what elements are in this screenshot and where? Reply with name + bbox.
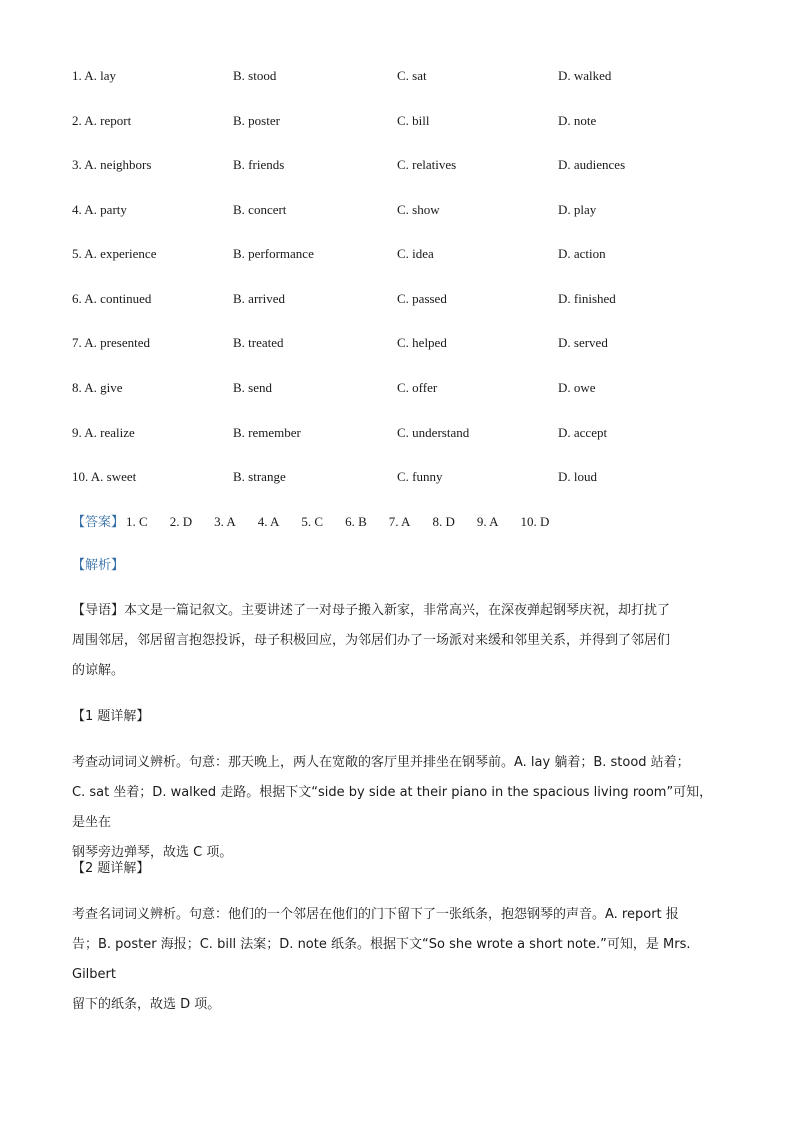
q2-line: 考查名词词义辨析。句意：他们的一个邻居在他们的门下留下了一张纸条，抱怨钢琴的声音。A. report 报 <box>72 907 679 922</box>
option-c: C. passed <box>397 291 447 306</box>
question-options-row <box>72 200 722 220</box>
option-c: C. funny <box>397 469 443 484</box>
q2-section-header: 【2 题详解】 <box>72 861 150 876</box>
question-options-row <box>72 244 722 264</box>
intro-line: 周围邻居，邻居留言抱怨投诉，母子积极回应，为邻居们办了一场派对来缓和邻里关系，并得到了邻居们 <box>72 633 671 648</box>
answer-item: 8. D <box>432 514 455 529</box>
option-a: 9. A. realize <box>72 425 135 440</box>
intro-paragraph <box>72 596 722 686</box>
intro-line: 【导语】本文是一篇记叙文。主要讲述了一对母子搬入新家，非常高兴，在深夜弹起钢琴庆祝，却打扰了 <box>72 603 671 618</box>
q1-line: C. sat 坐着；D. walked 走路。根据下文“side by side at their piano in the spacious living room”可知，是坐在 <box>72 785 713 830</box>
option-a: 2. A. report <box>72 113 132 128</box>
option-a: 10. A. sweet <box>72 469 137 484</box>
option-c: C. show <box>397 202 440 217</box>
option-b: B. strange <box>233 469 286 484</box>
option-b: B. poster <box>233 113 280 128</box>
option-b: B. treated <box>233 335 284 350</box>
option-a: 1. A. lay <box>72 68 117 83</box>
option-d: D. loud <box>558 469 597 484</box>
option-a: 5. A. experience <box>72 246 157 261</box>
option-b: B. performance <box>233 246 314 261</box>
option-a: 3. A. neighbors <box>72 157 152 172</box>
answer-item: 9. A <box>476 514 499 529</box>
option-b: B. send <box>233 380 272 395</box>
option-b: B. stood <box>233 68 277 83</box>
option-c: C. helped <box>397 335 447 350</box>
answer-item: 10. D <box>520 514 550 529</box>
option-d: D. accept <box>558 425 608 440</box>
q2-explanation <box>72 900 722 1020</box>
option-b: B. friends <box>233 157 285 172</box>
option-d: D. action <box>558 246 606 261</box>
q1-section-header: 【1 题详解】 <box>72 709 150 724</box>
q2-line: 留下的纸条，故选 D 项。 <box>72 997 221 1012</box>
option-c: C. relatives <box>397 157 457 172</box>
question-options-row <box>72 423 722 443</box>
option-d: D. walked <box>558 68 612 83</box>
answer-item: 7. A <box>388 514 411 529</box>
answer-item: 3. A <box>214 514 236 529</box>
option-d: D. finished <box>558 291 616 306</box>
option-a: 4. A. party <box>72 202 127 217</box>
question-options-row <box>72 378 722 398</box>
question-options-row <box>72 333 722 353</box>
option-d: D. served <box>558 335 608 350</box>
option-b: B. concert <box>233 202 287 217</box>
answer-item: 5. C <box>301 514 324 529</box>
answer-item: 6. B <box>345 514 367 529</box>
question-options-row <box>72 155 722 175</box>
option-a: 6. A. continued <box>72 291 152 306</box>
option-a: 8. A. give <box>72 380 123 395</box>
option-d: D. owe <box>558 380 596 395</box>
analysis-header: 【解析】 <box>72 558 125 573</box>
q1-explanation <box>72 748 722 868</box>
question-options-row <box>72 289 722 309</box>
option-a: 7. A. presented <box>72 335 150 350</box>
answer-item: 1. C <box>126 514 148 529</box>
option-c: C. offer <box>397 380 438 395</box>
intro-line: 的谅解。 <box>72 663 125 678</box>
option-c: C. bill <box>397 113 430 128</box>
q1-line: 钢琴旁边弹琴，故选 C 项。 <box>72 845 233 860</box>
question-options-row <box>72 111 722 131</box>
option-c: C. sat <box>397 68 427 83</box>
question-options-row <box>72 467 722 487</box>
answer-key <box>72 512 571 532</box>
option-d: D. play <box>558 202 597 217</box>
option-b: B. arrived <box>233 291 285 306</box>
option-c: C. idea <box>397 246 434 261</box>
option-d: D. note <box>558 113 597 128</box>
option-b: B. remember <box>233 425 301 440</box>
q2-line: 告；B. poster 海报；C. bill 法案；D. note 纸条。根据下文“So she wrote a short note.”可知，是 Mrs. Gilbert <box>72 937 691 982</box>
option-d: D. audiences <box>558 157 626 172</box>
question-options-row <box>72 66 722 86</box>
answer-header: 【答案】 <box>72 515 125 530</box>
answer-item: 2. D <box>169 514 193 529</box>
q1-line: 考查动词词义辨析。句意：那天晚上，两人在宽敞的客厅里并排坐在钢琴前。A. lay 躺着；B. stood 站着； <box>72 755 690 770</box>
answer-item: 4. A <box>257 514 280 529</box>
option-c: C. understand <box>397 425 470 440</box>
